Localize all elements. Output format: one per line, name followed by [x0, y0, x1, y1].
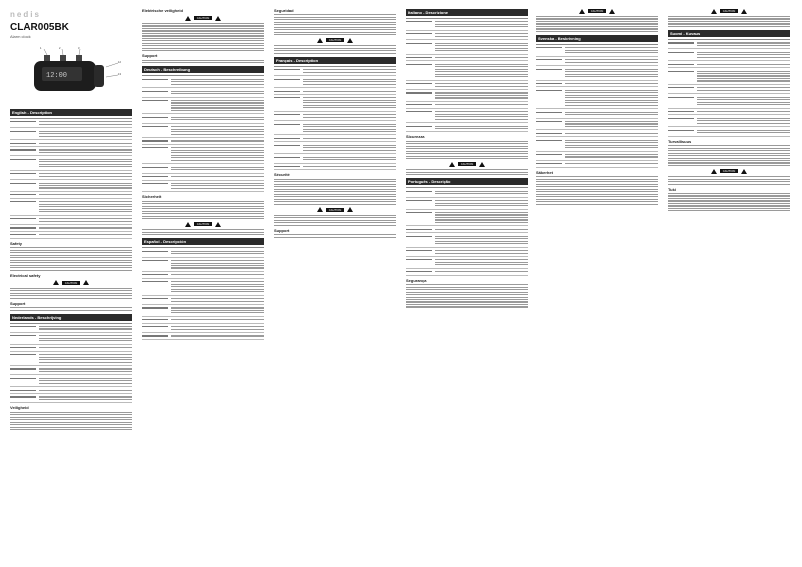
subheading: Säkerhet	[536, 169, 553, 175]
model-number: CLAR005BK	[10, 22, 69, 33]
section-heading: English - Description	[10, 109, 132, 116]
warning-triangle-icon	[741, 9, 747, 14]
warning-triangle-icon	[711, 169, 717, 174]
column-6	[668, 6, 790, 561]
warning-banner	[274, 37, 396, 43]
caution-label: CAUTION	[62, 281, 81, 285]
warning-triangle-icon	[185, 222, 191, 227]
section-heading: Deutsch - Beschreibung	[142, 66, 264, 73]
caution-label: CAUTION	[720, 9, 739, 13]
warning-banner	[536, 8, 658, 14]
subheading: Segurança	[406, 277, 427, 283]
warning-triangle-icon	[579, 9, 585, 14]
caution-label: CAUTION	[458, 162, 477, 166]
callout-number: 12	[118, 61, 121, 64]
subheading: Sicherheit	[142, 194, 162, 200]
warning-banner	[668, 168, 790, 174]
subheading: Sécurité	[274, 172, 290, 178]
section-heading: Italiano - Descrizione	[406, 9, 528, 16]
warning-banner	[142, 15, 264, 21]
warning-triangle-icon	[741, 169, 747, 174]
warning-triangle-icon	[215, 16, 221, 21]
section-heading: Suomi - Kuvaus	[668, 30, 790, 37]
subheading: Veiligheid	[10, 405, 29, 411]
section-heading: Français - Description	[274, 57, 396, 64]
warning-triangle-icon	[609, 9, 615, 14]
column-3	[274, 6, 396, 561]
spec-table	[406, 18, 528, 132]
caution-label: CAUTION	[326, 38, 345, 42]
product-illustration	[14, 47, 124, 105]
warning-triangle-icon	[711, 9, 717, 14]
subheading: Turvallisuus	[668, 138, 692, 144]
warning-triangle-icon	[347, 207, 353, 212]
subheading: Support	[10, 300, 26, 306]
alarm-clock-drawing	[14, 47, 124, 105]
column-4	[406, 6, 528, 561]
warning-triangle-icon	[449, 162, 455, 167]
warning-triangle-icon	[53, 280, 59, 285]
caution-label: CAUTION	[326, 208, 345, 212]
warning-banner	[274, 207, 396, 213]
warning-triangle-icon	[347, 38, 353, 43]
warning-triangle-icon	[317, 207, 323, 212]
caution-label: CAUTION	[720, 169, 739, 173]
section-heading: Svenska - Beskrivning	[536, 35, 658, 42]
callout-number: 3	[78, 47, 80, 50]
spec-table	[142, 247, 264, 340]
subheading: Support	[142, 53, 158, 59]
section-heading: Español - Descripción	[142, 238, 264, 245]
spec-table	[536, 44, 658, 168]
warning-banner	[668, 8, 790, 14]
spec-table	[668, 39, 790, 137]
warning-triangle-icon	[317, 38, 323, 43]
product-name: Alarm clock	[10, 34, 31, 39]
warning-banner	[142, 221, 264, 227]
subheading: Safety	[10, 240, 23, 246]
caution-label: CAUTION	[194, 222, 213, 226]
spec-table	[274, 66, 396, 171]
svg-text:12:00: 12:00	[46, 72, 68, 80]
subheading: Elektrische veiligheid	[142, 8, 183, 13]
warning-triangle-icon	[185, 16, 191, 21]
warning-triangle-icon	[83, 280, 89, 285]
warning-banner	[10, 280, 132, 286]
caution-label: CAUTION	[194, 16, 213, 20]
spec-table	[142, 75, 264, 192]
callout-number: 13	[118, 73, 121, 76]
callout-number: 2	[59, 47, 61, 50]
callout-number: 1	[40, 47, 42, 50]
warning-banner	[406, 161, 528, 167]
spec-table	[406, 187, 528, 275]
warning-triangle-icon	[215, 222, 221, 227]
section-heading: Português - Descrição	[406, 178, 528, 185]
spec-table	[10, 323, 132, 404]
section-heading: Nederlands - Beschrijving	[10, 314, 132, 321]
subheading: Tuki	[668, 186, 676, 192]
caution-label: CAUTION	[588, 9, 607, 13]
column-1	[10, 6, 132, 561]
subheading: Seguridad	[274, 8, 294, 13]
subheading: Sicurezza	[406, 134, 425, 140]
warning-triangle-icon	[479, 162, 485, 167]
brand-logo: nedis	[10, 10, 41, 19]
column-2	[142, 6, 264, 561]
column-5	[536, 6, 658, 561]
subheading: Support	[274, 227, 290, 233]
spec-table	[10, 118, 132, 239]
subheading: Electrical safety	[10, 272, 41, 278]
